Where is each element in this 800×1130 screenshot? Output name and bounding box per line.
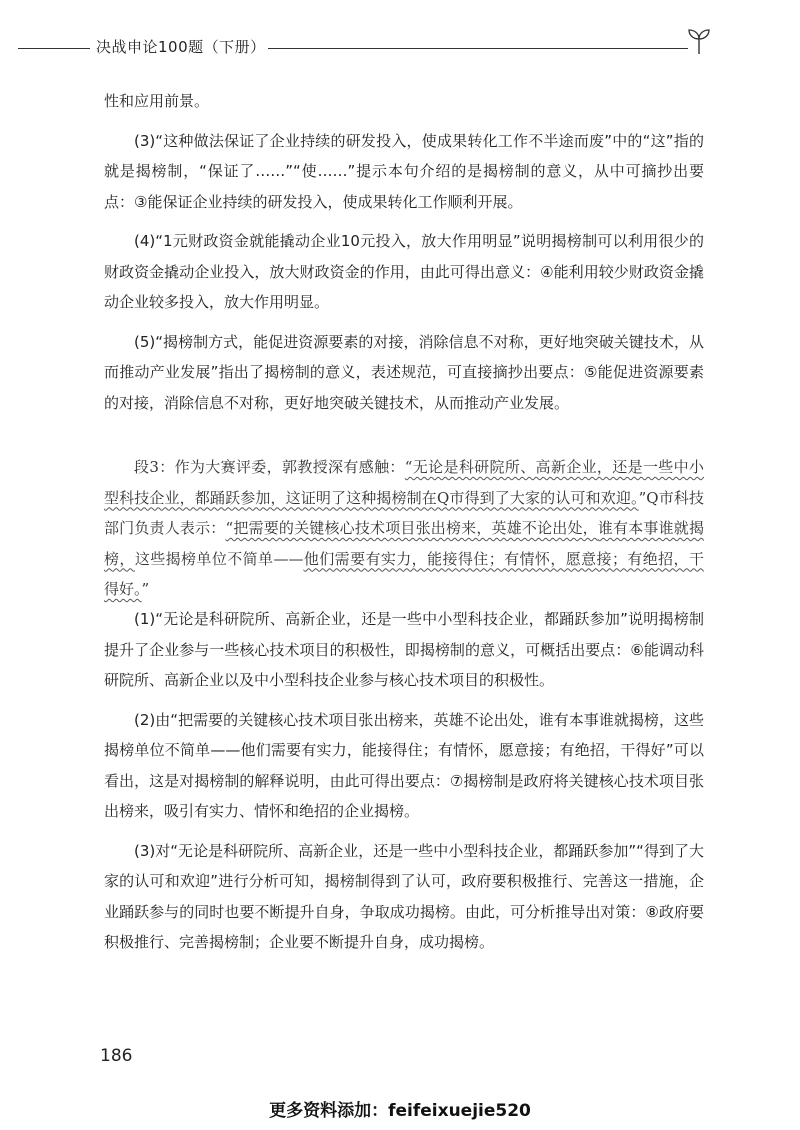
quote-intro: 段3：作为大赛评委，郭教授深有感触： bbox=[134, 458, 405, 476]
analysis-point-5: (5)“揭榜制方式，能促进资源要素的对接，消除信息不对称，更好地突破关键技术，从而推动产业发展”指出了揭榜制的意义，表述规范，可直接摘抄出要点：⑤能促进资源要素的对接，消除信息不对称，更好地突破关键技术，从而推动产业发展。 bbox=[104, 332, 704, 412]
analysis-block-3 bbox=[104, 604, 704, 967]
page-number: 186 bbox=[100, 1046, 133, 1066]
analysis-point-3: (3)“这种做法保证了企业持续的研发投入，使成果转化工作不半途而废”中的“这”指的就是揭榜制，“保证了……”“使……”提示本句介绍的是揭榜制的意义，从中可摘抄出要点：③能保证企业持续的研发投入，使成果转化工作顺利开展。 bbox=[104, 131, 704, 211]
promo-label: 更多资料添加： bbox=[269, 1101, 389, 1121]
quote-close: ” bbox=[141, 580, 150, 598]
analysis-point-4: (4)“1元财政资金就能撬动企业10元投入，放大作用明显”说明揭榜制可以利用很少的财政资金撬动企业投入，放大财政资金的作用，由此可得出意义：④能利用较少财政资金撬动企业较多投入，放大作用明显。 bbox=[104, 232, 704, 311]
quote-official-part1: “把需要的关键核心技术项目张出榜来，英雄不论出处， bbox=[225, 519, 598, 537]
quote-official-part4: 他们需要有实力，能接得住；有情怀，愿意接；有绝招，干得好。 bbox=[104, 549, 704, 598]
sprout-icon bbox=[684, 26, 714, 56]
material-paragraph-3 bbox=[104, 452, 704, 614]
promo-footer bbox=[0, 1096, 800, 1121]
analysis-point-6: (1)“无论是科研院所、高新企业，还是一些中小型科技企业，都踊跃参加”说明揭榜制提升了企业参与一些核心技术项目的积极性，即揭榜制的意义，可概括出要点：⑥能调动科研院所、高新企业以及中小型科技企业参与核心技术项目的积极性。 bbox=[104, 610, 704, 689]
quote-transition: ”Q市科技部门负责人表示： bbox=[104, 488, 704, 537]
promo-handle: feifeixuejie520 bbox=[388, 1101, 531, 1121]
analysis-point-8: (3)对“无论是科研院所、高新企业，还是一些中小型科技企业，都踊跃参加”“得到了大家的认可和欢迎”进行分析可知，揭榜制得到了认可，政府要积极推行、完善这一措施，企业踊跃参与的同时也要不断提升自身，争取成功揭榜。由此，可分析推导出对策：⑧政府要积极推行、完善揭榜制；企业要不断提升自身，成功揭榜。 bbox=[104, 841, 704, 951]
running-header-title: 决战申论100题（下册） bbox=[96, 38, 266, 56]
quote-official-part2: 谁有本事谁就揭榜， bbox=[104, 519, 704, 568]
quote-professor: “无论是科研院所、高新企业，还是一些中小型科技企业，都踊跃参加，这证明了这种揭榜制在Q市得到了大家的认可和欢迎。 bbox=[104, 458, 704, 507]
analysis-block-2 bbox=[104, 86, 704, 427]
analysis-point-7: (2)由“把需要的关键核心技术项目张出榜来，英雄不论出处，谁有本事谁就揭榜，这些揭榜单位不简单——他们需要有实力，能接得住；有情怀，愿意接；有绝招，干得好”可以看出，这是对揭榜制的解释说明，由此可得出要点：⑦揭榜制是政府将关键核心技术项目张出榜来，吸引有实力、情怀和绝招的企业揭榜。 bbox=[104, 710, 704, 820]
material-quote bbox=[104, 452, 704, 605]
quote-official-part3: 这些揭榜单位不简单—— bbox=[134, 549, 304, 568]
header-rule-left bbox=[18, 48, 90, 49]
header-rule-right bbox=[268, 48, 688, 49]
continued-line: 性和应用前景。 bbox=[104, 92, 210, 110]
